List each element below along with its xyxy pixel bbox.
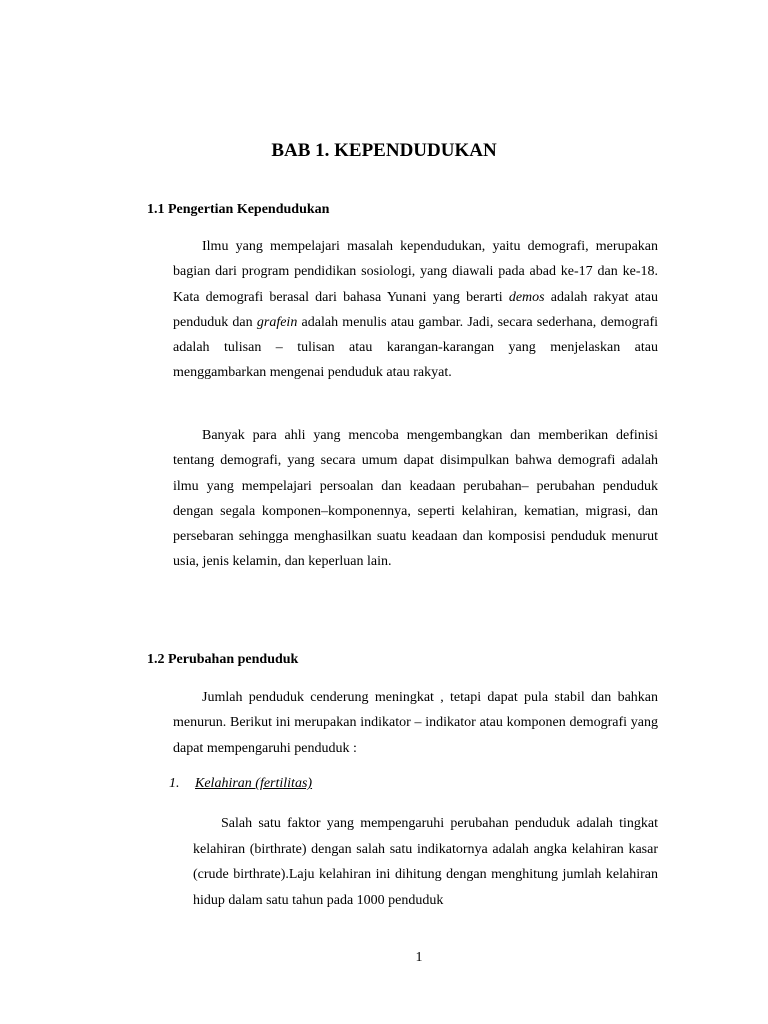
paragraph-text: Ilmu yang mempelajari masalah kependudukan, yaitu demografi, merupakan bagian dari program pendidikan sosiologi, yang diawali pada abad ke-17 dan ke-18. Kata demografi berasal dari bahasa Yunani yang berarti: [173, 239, 658, 305]
paragraph-text: adalah menulis atau gambar. Jadi, secara sederhana, demografi adalah tulisan – tulisan atau karangan-karangan yang menjelaskan atau menggambarkan mengenai penduduk atau rakyat.: [173, 314, 658, 381]
list-item-kelahiran: [169, 776, 312, 792]
page-number: 1: [415, 950, 423, 965]
section-heading-1-2: 1.2 Perubahan penduduk: [147, 652, 299, 667]
list-label: Kelahiran (fertilitas): [195, 776, 313, 791]
section-1-1-paragraph-2: Banyak para ahli yang mencoba mengembangkan dan memberikan definisi tentang demografi, yang secara umum dapat disimpulkan bahwa demografi adalah ilmu yang mempelajari persoalan dan keadaan perubahan– perubahan penduduk dengan segala komponen–komponennya, seperti kelahiran, kematian, migrasi, dan persebaran sehingga menghasilkan suatu keadaan dan komposisi penduduk menurut usia, jenis kelamin, dan keperluan lain.: [173, 428, 658, 570]
section-1-2-paragraph-1: Jumlah penduduk cenderung meningkat , tetapi dapat pula stabil dan bahkan menurun. Berikut ini merupakan indikator – indikator atau komponen demografi yang dapat mempengaruhi penduduk :: [173, 690, 658, 756]
paragraph-text: adalah rakyat atau penduduk dan: [173, 289, 659, 330]
section-1-1-paragraph-1: [173, 234, 658, 386]
chapter-title: BAB 1. KEPENDUDUKAN: [271, 140, 497, 161]
list-item-kelahiran-text: Salah satu faktor yang mempengaruhi perubahan penduduk adalah tingkat kelahiran (birthrate) dengan salah satu indikatornya adalah angka kelahiran kasar (crude birthrate).Laju kelahiran ini dihitung dengan menghitung jumlah kelahiran hidup dalam satu tahun pada 1000 penduduk: [193, 816, 658, 908]
list-number: 1.: [169, 776, 180, 791]
section-heading-1-1: 1.1 Pengertian Kependudukan: [147, 202, 330, 217]
term-grafein: grafein: [256, 314, 298, 330]
term-demos: demos: [508, 289, 545, 305]
